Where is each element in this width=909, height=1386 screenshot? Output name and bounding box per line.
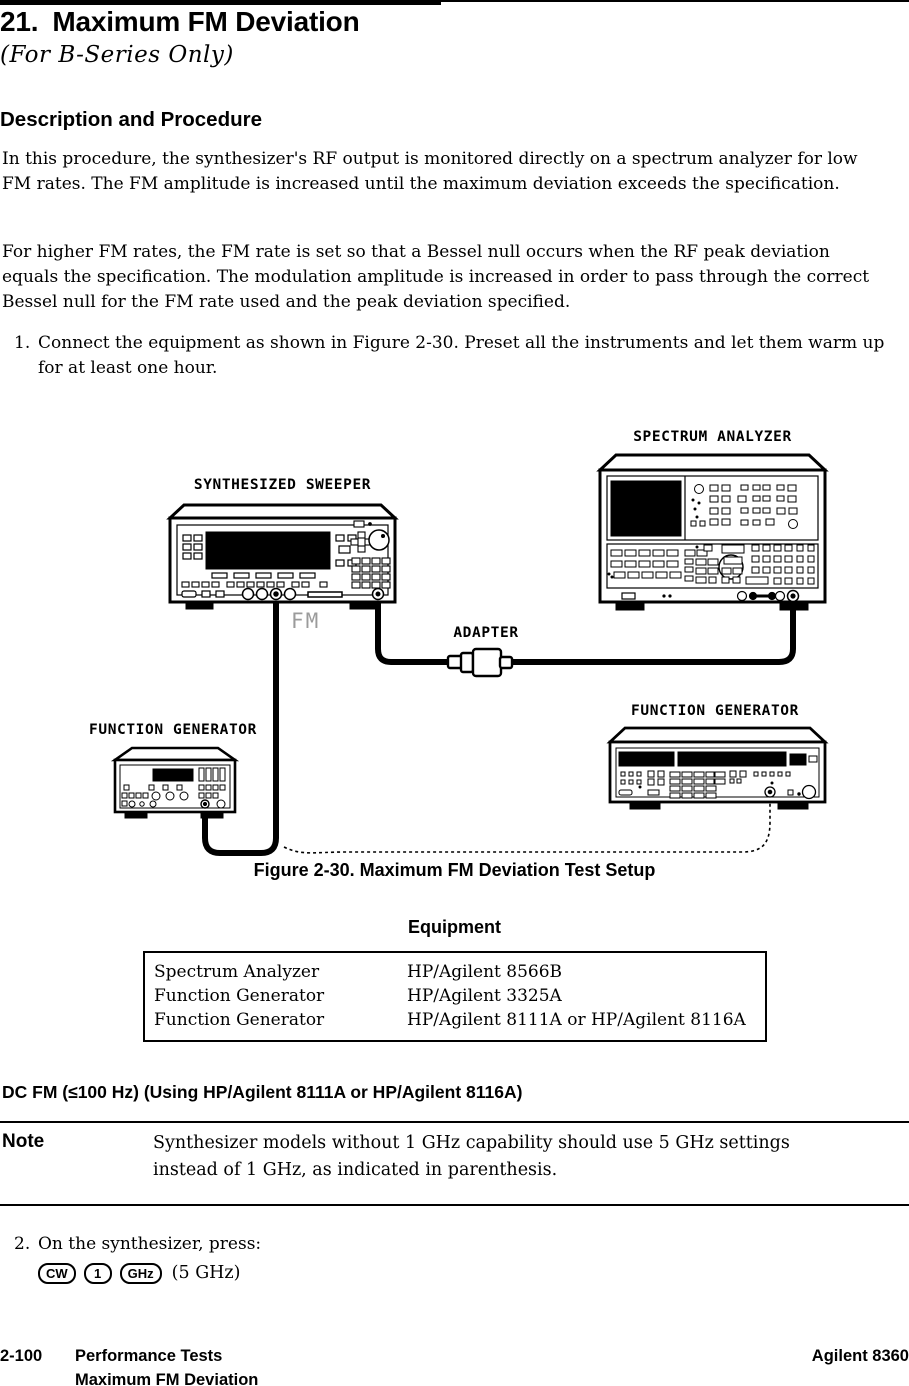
key-1: 1	[84, 1263, 112, 1284]
fm-port-label: FM	[291, 609, 321, 633]
key-cw: CW	[38, 1263, 76, 1284]
synthesized-sweeper-icon	[170, 505, 395, 609]
key-ghz: GHz	[120, 1263, 162, 1284]
chapter-number: 21.	[0, 6, 39, 37]
function-generator-right-label: FUNCTION GENERATOR	[631, 703, 799, 719]
function-generator-right-icon	[610, 728, 825, 809]
table-row	[145, 984, 765, 1008]
figure-caption: Figure 2-30. Maximum FM Deviation Test Setup	[253, 860, 656, 880]
section-heading: Description and Procedure	[0, 108, 263, 131]
spectrum-analyzer-label: SPECTRUM ANALYZER	[633, 429, 792, 445]
alternate-connection-dashed-line	[284, 800, 770, 853]
paragraph-1: In this procedure, the synthesizer's RF output is monitored directly on a spectrum analyzer for low FM rates. The FM amplitude is increased until the maximum deviation exceeds the specification.	[2, 149, 858, 194]
page-title	[0, 6, 360, 38]
figure-diagram	[0, 420, 909, 862]
page-subtitle: (For B-Series Only)	[0, 42, 234, 68]
key-sequence-suffix: (5 GHz)	[171, 1263, 241, 1283]
equipment-item: Function Generator	[154, 986, 325, 1006]
step-number: 1.	[14, 333, 31, 353]
function-generator-left-icon	[115, 748, 235, 818]
test-setup-drawing	[0, 420, 909, 862]
equipment-model: HP/Agilent 8566B	[407, 962, 563, 982]
ordered-step-1	[14, 331, 894, 381]
note-text: Synthesizer models without 1 GHz capability should use 5 GHz settings instead of 1 GHz, as indicated in parenthesis.	[153, 1133, 790, 1180]
synthesized-sweeper-label: SYNTHESIZED SWEEPER	[193, 477, 372, 493]
equipment-item: Function Generator	[154, 1010, 325, 1030]
ordered-step-2	[14, 1232, 894, 1286]
equipment-model: HP/Agilent 8111A or HP/Agilent 8116A	[407, 1010, 746, 1030]
paragraph-2: For higher FM rates, the FM rate is set so that a Bessel null occurs when the RF peak deviation equals the specification. The modulation amplitude is increased in order to pass through the correct Bessel null for the FM rate used and the peak deviation specified.	[2, 242, 870, 312]
equipment-item: Spectrum Analyzer	[154, 962, 320, 982]
spectrum-analyzer-icon	[600, 455, 825, 610]
step-text: On the synthesizer, press:	[38, 1234, 262, 1254]
adapter-label: ADAPTER	[453, 625, 519, 641]
table-row	[145, 960, 765, 984]
equipment-heading: Equipment	[408, 917, 501, 937]
dcfm-heading: DC FM (≤100 Hz) (Using HP/Agilent 8111A or HP/Agilent 8116A)	[2, 1082, 523, 1102]
note-rule-bottom	[0, 1204, 909, 1206]
equipment-table	[143, 951, 767, 1042]
footer-subsection: Maximum FM Deviation	[75, 1371, 259, 1386]
key-sequence	[38, 1261, 890, 1286]
footer-section: Performance Tests	[75, 1347, 223, 1365]
top-rule-thick	[0, 0, 441, 5]
footer-page-number: 2-100	[0, 1347, 43, 1365]
step-text: Connect the equipment as shown in Figure 2-30. Preset all the instruments and let them warm up for at least one hour.	[38, 333, 885, 378]
table-row	[145, 1008, 765, 1032]
equipment-model: HP/Agilent 3325A	[407, 986, 562, 1006]
note-label: Note	[2, 1131, 45, 1152]
footer-product: Agilent 8360	[811, 1347, 909, 1365]
note-rule-top	[0, 1121, 909, 1123]
step-number: 2.	[14, 1234, 31, 1254]
adapter-icon	[448, 649, 512, 676]
page-footer	[0, 1344, 909, 1386]
chapter-title: Maximum FM Deviation	[52, 6, 360, 37]
function-generator-left-label: FUNCTION GENERATOR	[89, 722, 257, 738]
